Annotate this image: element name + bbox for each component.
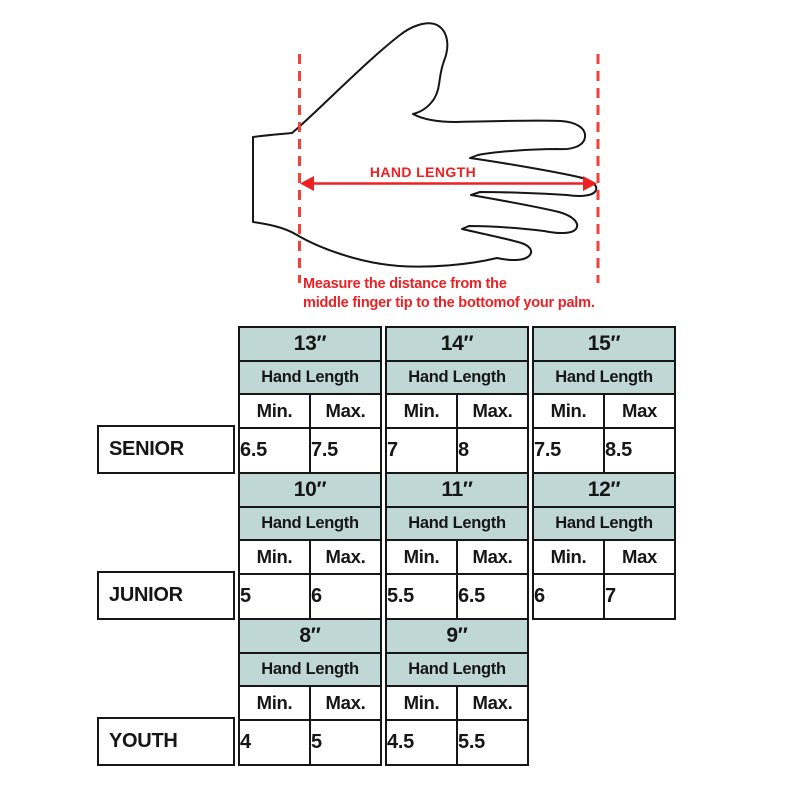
size-group-15	[532, 326, 676, 474]
section-youth	[97, 618, 676, 766]
measure-caption-line1: Measure the distance from the	[303, 276, 507, 292]
size-group-8	[238, 618, 382, 766]
glove-size-table	[97, 326, 676, 766]
hand-length-cell: Hand Length	[386, 653, 528, 686]
size-header-cell: 9″	[386, 619, 528, 653]
hand-length-cell: Hand Length	[533, 361, 675, 394]
min-value-cell: 7	[386, 428, 457, 473]
min-header-cell: Min.	[239, 540, 310, 574]
min-value-cell: 7.5	[533, 428, 604, 473]
min-value-cell: 5.5	[386, 574, 457, 619]
hand-length-label: HAND LENGTH	[369, 164, 477, 180]
size-header-cell: 12″	[533, 473, 675, 507]
min-value-cell: 4.5	[386, 720, 457, 765]
size-header-cell: 13″	[239, 327, 381, 361]
size-group-14	[385, 326, 529, 474]
max-value-cell: 6	[310, 574, 381, 619]
hand-length-cell: Hand Length	[386, 507, 528, 540]
size-header-cell: 10″	[239, 473, 381, 507]
min-value-cell: 6	[533, 574, 604, 619]
hand-outline-shape	[253, 23, 596, 266]
max-header-cell: Max	[604, 394, 675, 428]
row-label-youth: YOUTH	[97, 717, 235, 766]
max-header-cell: Max	[604, 540, 675, 574]
min-header-cell: Min.	[386, 540, 457, 574]
size-group-12	[532, 472, 676, 620]
max-value-cell: 7	[604, 574, 675, 619]
row-label-junior: JUNIOR	[97, 571, 235, 620]
hand-length-cell: Hand Length	[386, 361, 528, 394]
size-group-9	[385, 618, 529, 766]
hand-length-cell: Hand Length	[239, 653, 381, 686]
size-header-cell: 8″	[239, 619, 381, 653]
max-value-cell: 6.5	[457, 574, 528, 619]
min-value-cell: 4	[239, 720, 310, 765]
min-header-cell: Min.	[386, 686, 457, 720]
size-header-cell: 15″	[533, 327, 675, 361]
size-group-10	[238, 472, 382, 620]
max-value-cell: 5	[310, 720, 381, 765]
size-header-cell: 11″	[386, 473, 528, 507]
size-header-cell: 14″	[386, 327, 528, 361]
max-value-cell: 7.5	[310, 428, 381, 473]
section-junior	[97, 472, 676, 620]
hand-length-cell: Hand Length	[239, 361, 381, 394]
min-header-cell: Min.	[386, 394, 457, 428]
section-senior	[97, 326, 676, 474]
hand-length-cell: Hand Length	[239, 507, 381, 540]
measure-caption-line2: middle finger tip to the bottomof your palm.	[303, 294, 595, 311]
max-value-cell: 8.5	[604, 428, 675, 473]
max-header-cell: Max.	[310, 686, 381, 720]
min-header-cell: Min.	[239, 686, 310, 720]
row-label-senior: SENIOR	[97, 425, 235, 474]
min-header-cell: Min.	[533, 394, 604, 428]
min-value-cell: 5	[239, 574, 310, 619]
min-value-cell: 6.5	[239, 428, 310, 473]
hand-length-cell: Hand Length	[533, 507, 675, 540]
max-header-cell: Max.	[457, 540, 528, 574]
min-header-cell: Min.	[239, 394, 310, 428]
hand-measure-illustration	[0, 0, 800, 320]
max-header-cell: Max.	[457, 686, 528, 720]
size-group-11	[385, 472, 529, 620]
max-header-cell: Max.	[310, 540, 381, 574]
size-group-13	[238, 326, 382, 474]
max-value-cell: 8	[457, 428, 528, 473]
max-header-cell: Max.	[457, 394, 528, 428]
max-value-cell: 5.5	[457, 720, 528, 765]
min-header-cell: Min.	[533, 540, 604, 574]
max-header-cell: Max.	[310, 394, 381, 428]
